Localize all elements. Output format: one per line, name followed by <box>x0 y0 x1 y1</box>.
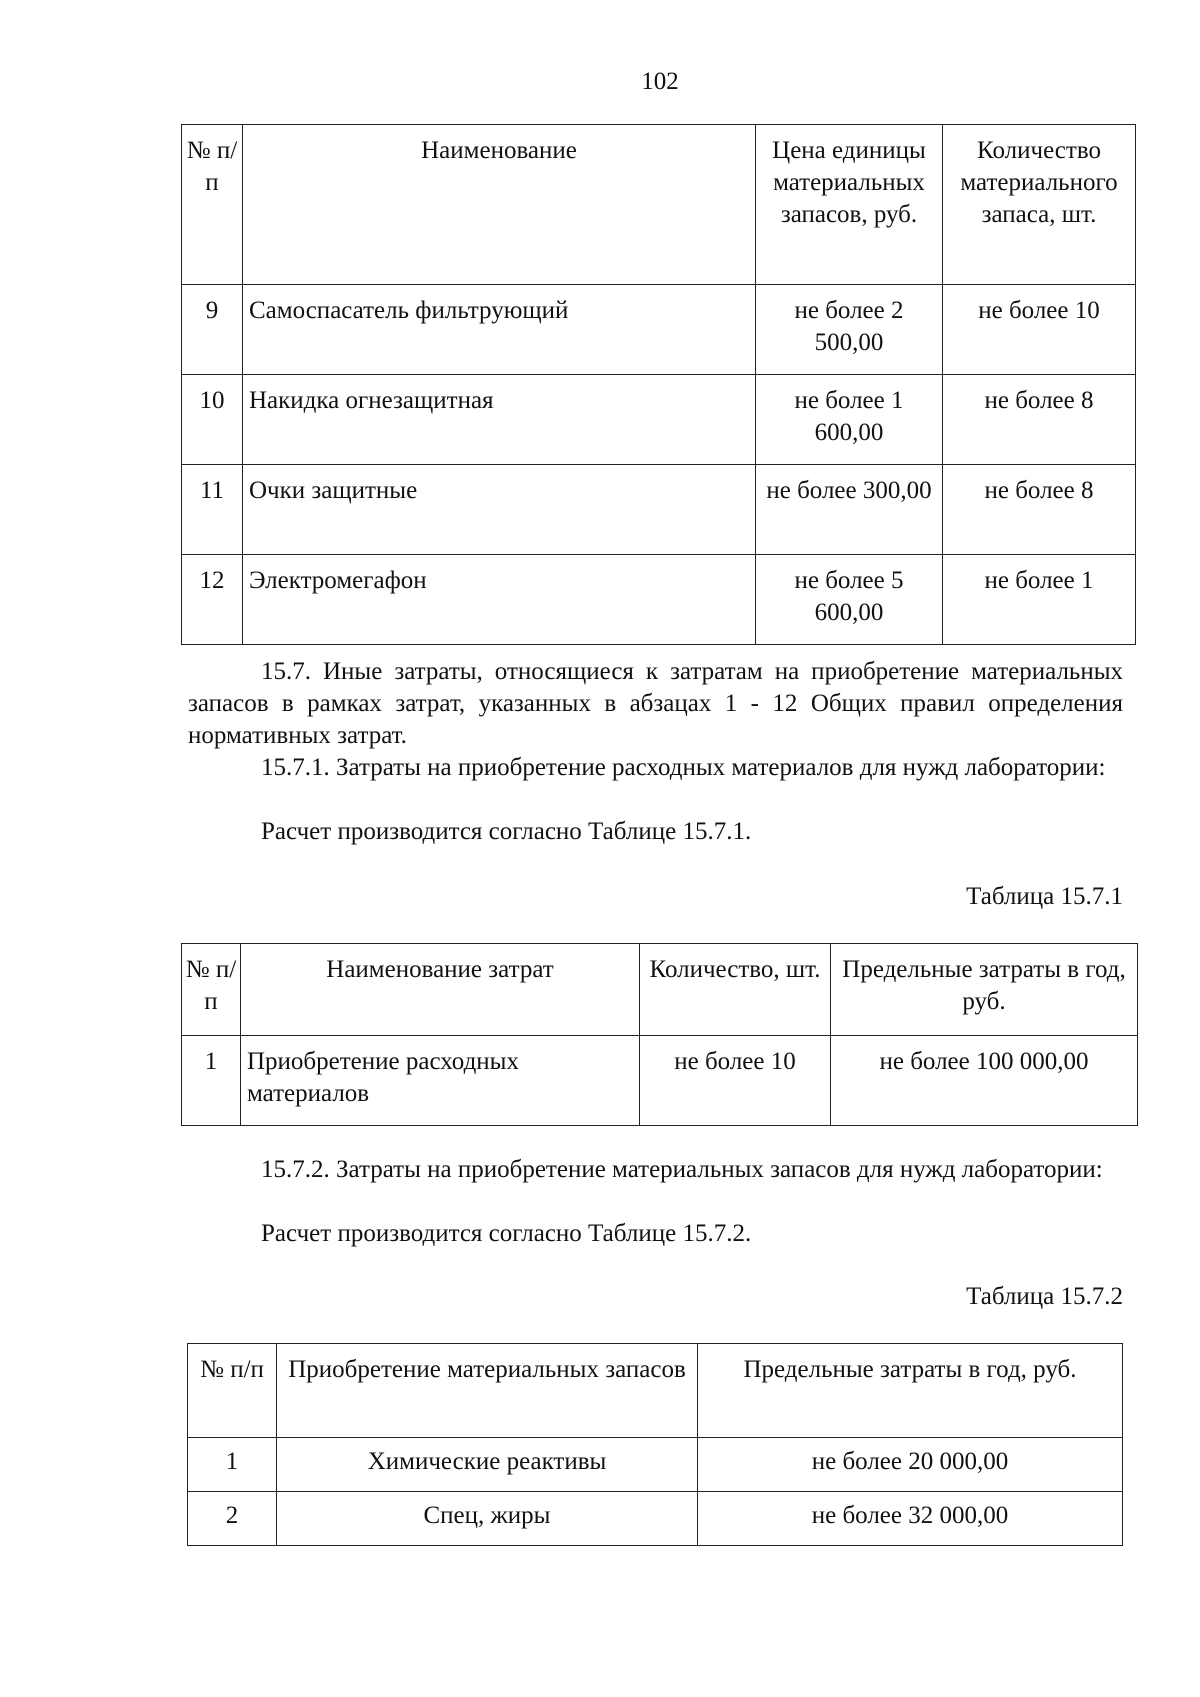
row-qty: не более 10 <box>943 285 1136 375</box>
consumables-table <box>181 943 1138 1126</box>
header-num: № п/п <box>182 944 241 1036</box>
row-name: Очки защитные <box>243 465 756 555</box>
table-row <box>182 285 1136 375</box>
table-header-row <box>182 944 1138 1036</box>
materials-table <box>181 124 1136 645</box>
table-caption-15-7-2: Таблица 15.7.2 <box>966 1283 1123 1310</box>
row-name: Электромегафон <box>243 555 756 645</box>
table-row <box>182 1036 1138 1126</box>
row-limit: не более 20 000,00 <box>698 1438 1123 1492</box>
header-limit: Предельные затраты в год, руб. <box>698 1344 1123 1438</box>
header-name: Наименование затрат <box>241 944 640 1036</box>
paragraph-15-7-1: 15.7.1. Затраты на приобретение расходных материалов для нужд лаборатории: <box>261 754 1106 781</box>
table-row <box>182 555 1136 645</box>
row-price: не более 5 600,00 <box>756 555 943 645</box>
row-price: не более 300,00 <box>756 465 943 555</box>
row-num: 1 <box>188 1438 277 1492</box>
paragraph-calc-2: Расчет производится согласно Таблице 15.7.2. <box>261 1220 752 1247</box>
page-number: 102 <box>641 68 679 95</box>
header-price: Цена единицы материальных запасов, руб. <box>756 125 943 285</box>
row-name: Самоспасатель фильтрующий <box>243 285 756 375</box>
row-name: Спец, жиры <box>277 1492 698 1546</box>
row-price: не более 2 500,00 <box>756 285 943 375</box>
row-qty: не более 1 <box>943 555 1136 645</box>
lab-materials-table <box>187 1343 1123 1546</box>
table-row <box>188 1492 1123 1546</box>
header-num: № п/п <box>188 1344 277 1438</box>
table-row <box>188 1438 1123 1492</box>
row-limit: не более 32 000,00 <box>698 1492 1123 1546</box>
row-qty: не более 8 <box>943 375 1136 465</box>
row-num: 11 <box>182 465 243 555</box>
header-qty: Количество, шт. <box>640 944 831 1036</box>
row-qty: не более 8 <box>943 465 1136 555</box>
paragraph-15-7: 15.7. Иные затраты, относящиеся к затратам на приобретение материальных запасов в рамках затрат, указанных в абзацах 1 - 12 Общих правил определения нормативных затрат. <box>188 658 1123 749</box>
row-num: 12 <box>182 555 243 645</box>
row-num: 2 <box>188 1492 277 1546</box>
row-num: 9 <box>182 285 243 375</box>
row-name: Химические реактивы <box>277 1438 698 1492</box>
row-num: 10 <box>182 375 243 465</box>
header-qty: Количество материального запаса, шт. <box>943 125 1136 285</box>
header-name: Наименование <box>243 125 756 285</box>
row-num: 1 <box>182 1036 241 1126</box>
row-price: не более 1 600,00 <box>756 375 943 465</box>
header-limit: Предельные затраты в год, руб. <box>831 944 1138 1036</box>
row-name: Приобретение расходных материалов <box>241 1036 640 1126</box>
row-limit: не более 100 000,00 <box>831 1036 1138 1126</box>
table-header-row <box>182 125 1136 285</box>
row-qty: не более 10 <box>640 1036 831 1126</box>
table-row <box>182 375 1136 465</box>
paragraph-calc-1: Расчет производится согласно Таблице 15.7.1. <box>261 818 752 845</box>
row-name: Накидка огнезащитная <box>243 375 756 465</box>
paragraph-15-7-2: 15.7.2. Затраты на приобретение материальных запасов для нужд лаборатории: <box>261 1156 1103 1183</box>
table-caption-15-7-1: Таблица 15.7.1 <box>966 883 1123 910</box>
table-header-row <box>188 1344 1123 1438</box>
header-num: № п/п <box>182 125 243 285</box>
header-name: Приобретение материальных запасов <box>277 1344 698 1438</box>
table-row <box>182 465 1136 555</box>
